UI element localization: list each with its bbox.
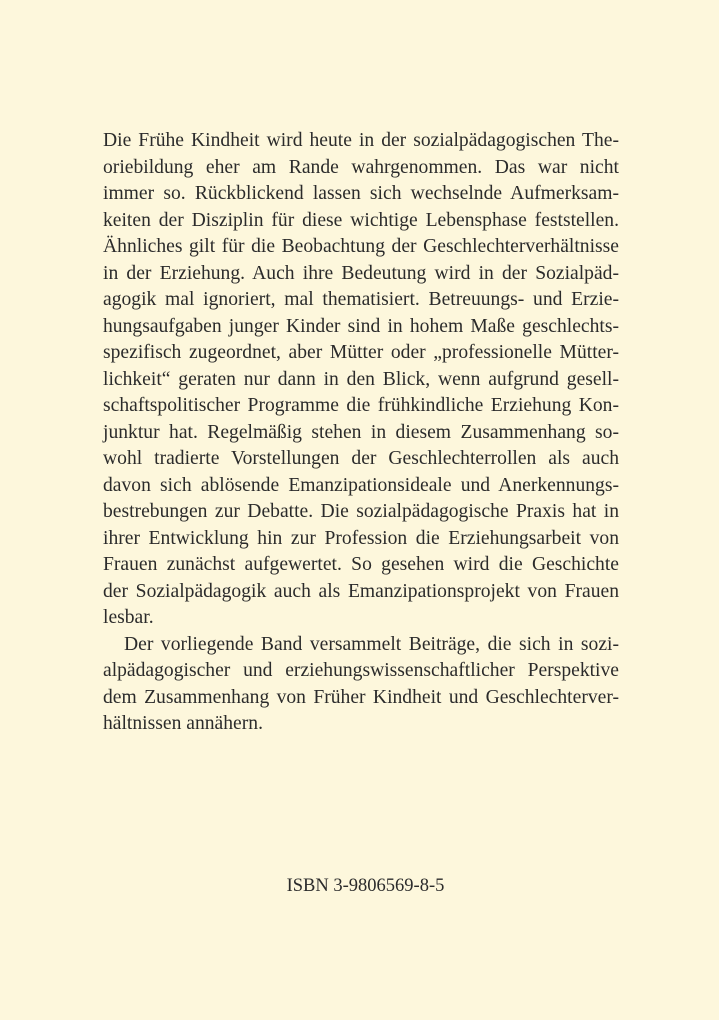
text-line: hältnissen annähern.	[103, 713, 263, 734]
text-line: oriebildung eher am Rande wahrgenommen. Das war nicht	[103, 156, 619, 178]
blurb-text	[103, 128, 619, 738]
text-line: in der Erziehung. Auch ihre Bedeutung wird in der Sozialpäd-	[103, 262, 619, 284]
text-line: schaftspolitischer Programme die frühkindliche Erziehung Kon-	[103, 395, 619, 416]
text-line: keiten der Disziplin für diese wichtige Lebensphase feststellen.	[103, 209, 619, 231]
text-line: wohl tradierte Vorstellungen der Geschlechterrollen als auch	[103, 448, 619, 469]
text-line: agogik mal ignoriert, mal thematisiert. Betreuungs- und Erzie-	[103, 289, 619, 310]
text-line: davon sich ablösende Emanzipationsideale und Anerkennungs-	[103, 474, 619, 496]
paragraph-1	[103, 128, 619, 632]
text-line: lichkeit“ geraten nur dann in den Blick, wenn aufgrund gesell-	[103, 368, 619, 390]
text-line: Der vorliegende Band versammelt Beiträge, die sich in sozi-	[124, 633, 619, 655]
text-line: hungsaufgaben junger Kinder sind in hohem Maße geschlechts-	[103, 315, 619, 337]
text-line: ihrer Entwicklung hin zur Profession die Erziehungsarbeit von	[103, 527, 619, 549]
text-line: spezifisch zugeordnet, aber Mütter oder „professionelle Mütter-	[103, 342, 619, 363]
text-line: alpädagogischer und erziehungswissenschaftlicher Perspektive	[103, 660, 619, 681]
isbn-number: ISBN 3-9806569-8-5	[286, 876, 445, 896]
text-line: Ähnliches gilt für die Beobachtung der Geschlechterverhältnisse	[103, 236, 619, 257]
text-line: lesbar.	[103, 607, 154, 628]
text-line: immer so. Rückblickend lassen sich wechselnde Aufmerksam-	[103, 183, 619, 204]
text-line: dem Zusammenhang von Früher Kindheit und Geschlechterver-	[103, 686, 619, 708]
text-line: Die Frühe Kindheit wird heute in der sozialpädagogischen The-	[103, 130, 619, 151]
text-line: der Sozialpädagogik auch als Emanzipationsprojekt von Frauen	[103, 580, 619, 602]
text-line: bestrebungen zur Debatte. Die sozialpädagogische Praxis hat in	[103, 501, 619, 522]
text-line: junktur hat. Regelmäßig stehen in diesem Zusammenhang so-	[103, 421, 619, 443]
paragraph-2	[103, 632, 619, 738]
text-line: Frauen zunächst aufgewertet. So gesehen wird die Geschichte	[103, 554, 619, 575]
